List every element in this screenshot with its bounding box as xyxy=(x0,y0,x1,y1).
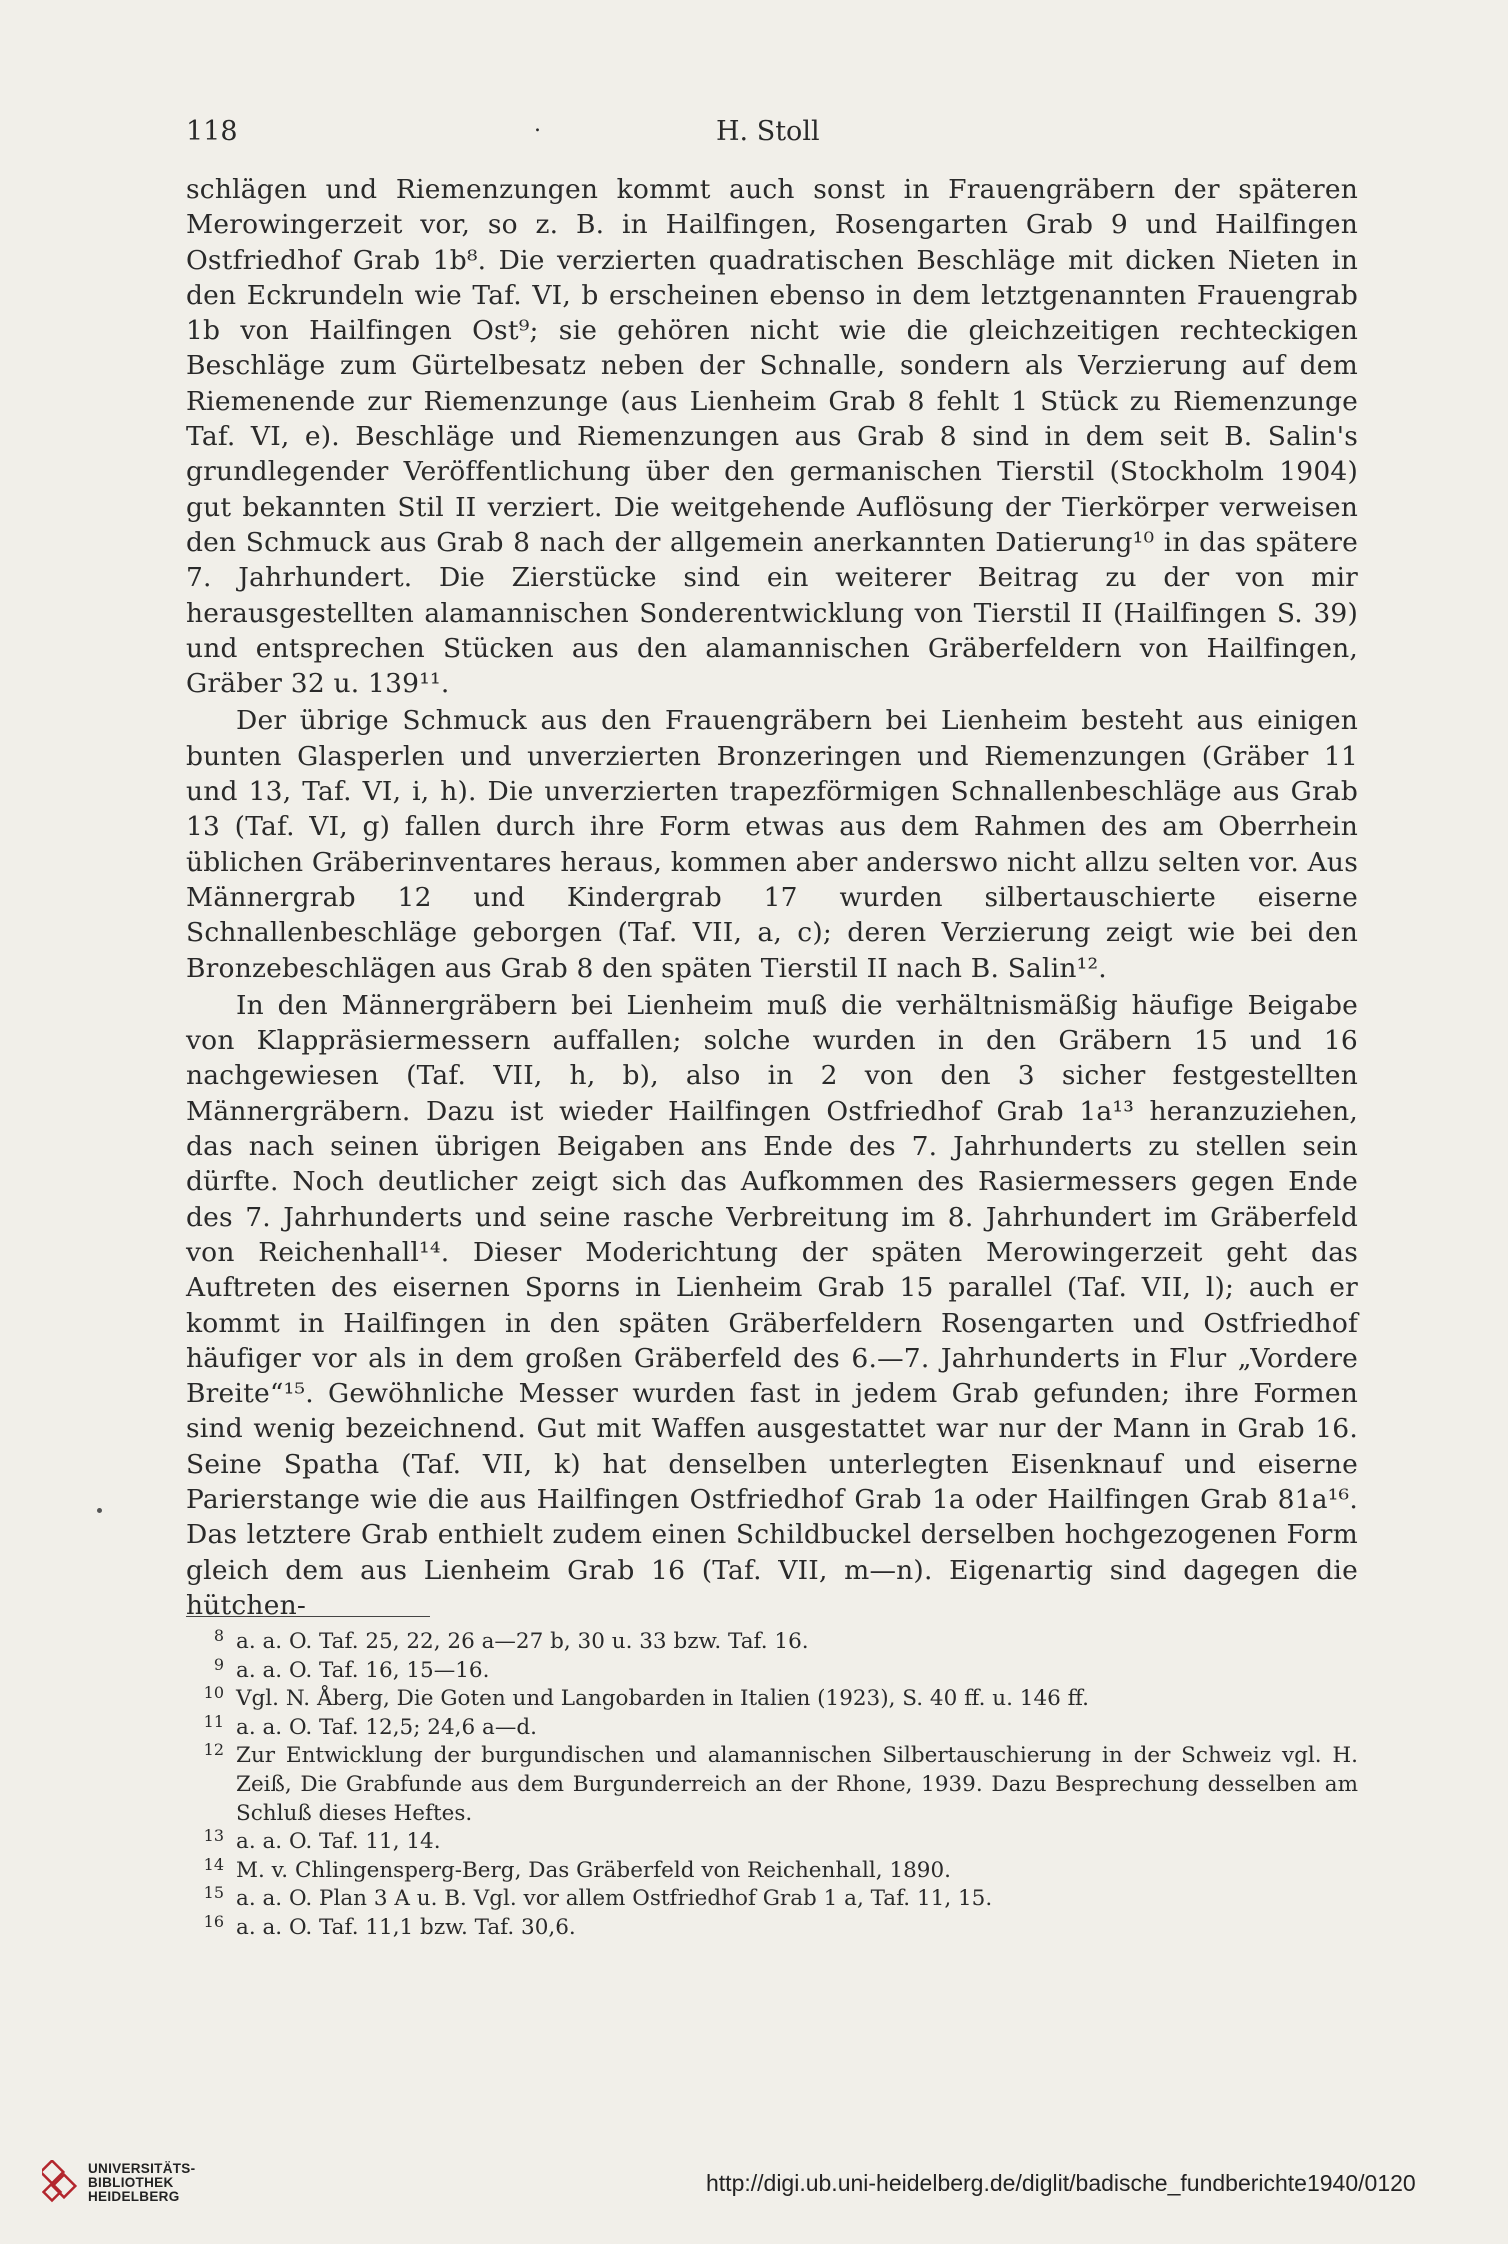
library-name xyxy=(88,2162,195,2204)
library-name-line: UNIVERSITÄTS- xyxy=(88,2161,196,2176)
footnote-text: a. a. O. Taf. 11, 14. xyxy=(236,1829,441,1855)
footnote xyxy=(186,1854,1358,1886)
source-url-link[interactable]: http://digi.ub.uni-heidelberg.de/diglit/badische_fundberichte1940/0120 xyxy=(706,2170,1416,2196)
footnotes xyxy=(186,1628,1358,1943)
library-logo-icon xyxy=(42,2160,82,2204)
footnote xyxy=(186,1711,1358,1743)
footnote-text: a. a. O. Taf. 25, 22, 26 a—27 b, 30 u. 33 bzw. Taf. 16. xyxy=(236,1629,809,1654)
footnote xyxy=(186,1911,1358,1943)
footnote-text: a. a. O. Taf. 16, 15—16. xyxy=(236,1657,490,1683)
footnote-number: 13 xyxy=(203,1826,224,1846)
footnote-number: 12 xyxy=(203,1740,224,1760)
footnote-number: 11 xyxy=(203,1711,224,1731)
header-dot: . xyxy=(534,112,541,137)
footnote xyxy=(186,1742,1358,1828)
footnote-number: 10 xyxy=(203,1683,224,1703)
footnote-number: 8 xyxy=(213,1626,224,1645)
page-header xyxy=(186,112,1356,156)
footnote-number: 9 xyxy=(213,1654,224,1674)
paragraph-1: schlägen und Riemenzungen kommt auch sonst in Frauengräbern der späteren Merowingerzeit vor, so z. B. in Hailfingen, Rosengarten Grab 9 und Hailfingen Ostfriedhof Grab 1b⁸. Die verzierten quadratischen Beschläge mit dicken Nieten in den Eckrundeln wie Taf. VI, b erscheinen ebenso in dem letztgenannten Frauengrab 1b von Hailfingen Ost⁹; sie gehören nicht wie die gleichzeitigen rechteckigen Beschläge zum Gürtelbesatz neben der Schnalle, sondern als Verzierung auf dem Riemenende zur Riemenzunge (aus Lienheim Grab 8 fehlt 1 Stück zu Riemenzunge Taf. VI, e). Beschläge und Riemenzungen aus Grab 8 sind in dem seit B. Salin's grundlegender Veröffentlichung über den germanischen Tierstil (Stockholm 1904) gut bekannten Stil II verziert. Die weitgehende Auflösung der Tierkörper verweisen den Schmuck aus Grab 8 nach der allgemein anerkannten Datierung¹⁰ in das spätere 7. Jahrhundert. Die Zierstücke sind ein weiterer Beitrag zu der von mir herausgestellten alamannischen Sonderentwicklung von Tierstil II (Hailfingen S. 39) und entsprechen Stücken aus den alamannischen Gräberfeldern von Hailfingen, Gräber 32 u. 139¹¹. xyxy=(186,174,1358,700)
footnote-rule xyxy=(186,1616,430,1617)
footnote-text: M. v. Chlingensperg-Berg, Das Gräberfeld von Reichenhall, 1890. xyxy=(236,1857,952,1883)
footnote-text: Zur Entwicklung der burgundischen und alamannischen Silbertauschierung in der Schweiz vgl. H. Zeiß, Die Grabfunde aus dem Burgunderreich an der Rhone, 1939. Dazu Besprechung desselben am Schluß dieses Heftes. xyxy=(236,1743,1358,1826)
footnote xyxy=(186,1885,1358,1914)
margin-mark xyxy=(97,1508,102,1513)
page-number: 118 xyxy=(186,116,238,147)
footnote xyxy=(186,1628,1358,1657)
page-footer xyxy=(0,2148,1508,2244)
paragraph-3: In den Männergräbern bei Lienheim muß die verhältnismäßig häufige Beigabe von Klappräsiermessern auffallen; solche wurden in den Gräbern 15 und 16 nachgewiesen (Taf. VII, h, b), also in 2 von den 3 sicher festgestellten Männergräbern. Dazu ist wieder Hailfingen Ostfriedhof Grab 1a¹³ heranzuziehen, das nach seinen übrigen Beigaben ans Ende des 7. Jahrhunderts zu stellen sein dürfte. Noch deutlicher zeigt sich das Aufkommen des Rasiermessers gegen Ende des 7. Jahrhunderts und seine rasche Verbreitung im 8. Jahrhundert im Gräberfeld von Reichenhall¹⁴. Dieser Moderichtung der späten Merowingerzeit geht das Auftreten des eisernen Sporns in Lienheim Grab 15 parallel (Taf. VII, l); auch er kommt in Hailfingen in den späten Gräberfeldern Rosengarten und Ostfriedhof häufiger vor als in dem großen Gräberfeld des 6.—7. Jahrhunderts in Flur „Vordere Breite“¹⁵. Gewöhnliche Messer wurden fast in jedem Grab gefunden; ihre Formen sind wenig bezeichnend. Gut mit Waffen ausgestattet war nur der Mann in Grab 16. Seine Spatha (Taf. VII, k) hat denselben unterlegten Eisenknauf und eiserne Parierstange wie die aus Hailfingen Ostfriedhof Grab 1a oder Hailfingen Grab 81a¹⁶. Das letztere Grab enthielt zudem einen Schildbuckel derselben hochgezogenen Form gleich dem aus Lienheim Grab 16 (Taf. VII, m—n). Eigenartig sind dagegen die hütchen- xyxy=(186,989,1358,1621)
footnote-text: a. a. O. Taf. 12,5; 24,6 a—d. xyxy=(236,1714,537,1740)
footnote-number: 15 xyxy=(203,1883,224,1903)
footnote-text: a. a. O. Taf. 11,1 bzw. Taf. 30,6. xyxy=(236,1914,576,1940)
library-name-line: HEIDELBERG xyxy=(88,2189,180,2204)
footnote xyxy=(186,1828,1358,1857)
running-title: H. Stoll xyxy=(716,116,820,147)
body-text xyxy=(186,172,1358,1623)
library-name-line: BIBLIOTHEK xyxy=(88,2175,174,2190)
footnote-text: a. a. O. Plan 3 A u. B. Vgl. vor allem Ostfriedhof Grab 1 a, Taf. 11, 15. xyxy=(236,1886,993,1912)
footnote-number: 16 xyxy=(203,1911,224,1931)
footnote xyxy=(186,1654,1358,1686)
footnote-text: Vgl. N. Åberg, Die Goten und Langobarden in Italien (1923), S. 40 ff. u. 146 ff. xyxy=(236,1686,1090,1712)
footnote xyxy=(186,1685,1358,1714)
paragraph-2: Der übrige Schmuck aus den Frauengräbern bei Lienheim besteht aus einigen bunten Glasperlen und unverzierten Bronzeringen und Riemenzungen (Gräber 11 und 13, Taf. VI, i, h). Die unverzierten trapezförmigen Schnallenbeschläge aus Grab 13 (Taf. VI, g) fallen durch ihre Form etwas aus dem Rahmen des am Oberrhein üblichen Gräberinventares heraus, kommen aber anderswo nicht allzu selten vor. Aus Männergrab 12 und Kindergrab 17 wurden silbertauschierte eiserne Schnallenbeschläge geborgen (Taf. VII, a, c); deren Verzierung zeigt wie bei den Bronzebeschlägen aus Grab 8 den späten Tierstil II nach B. Salin¹². xyxy=(186,705,1358,984)
footnote-number: 14 xyxy=(203,1854,224,1874)
